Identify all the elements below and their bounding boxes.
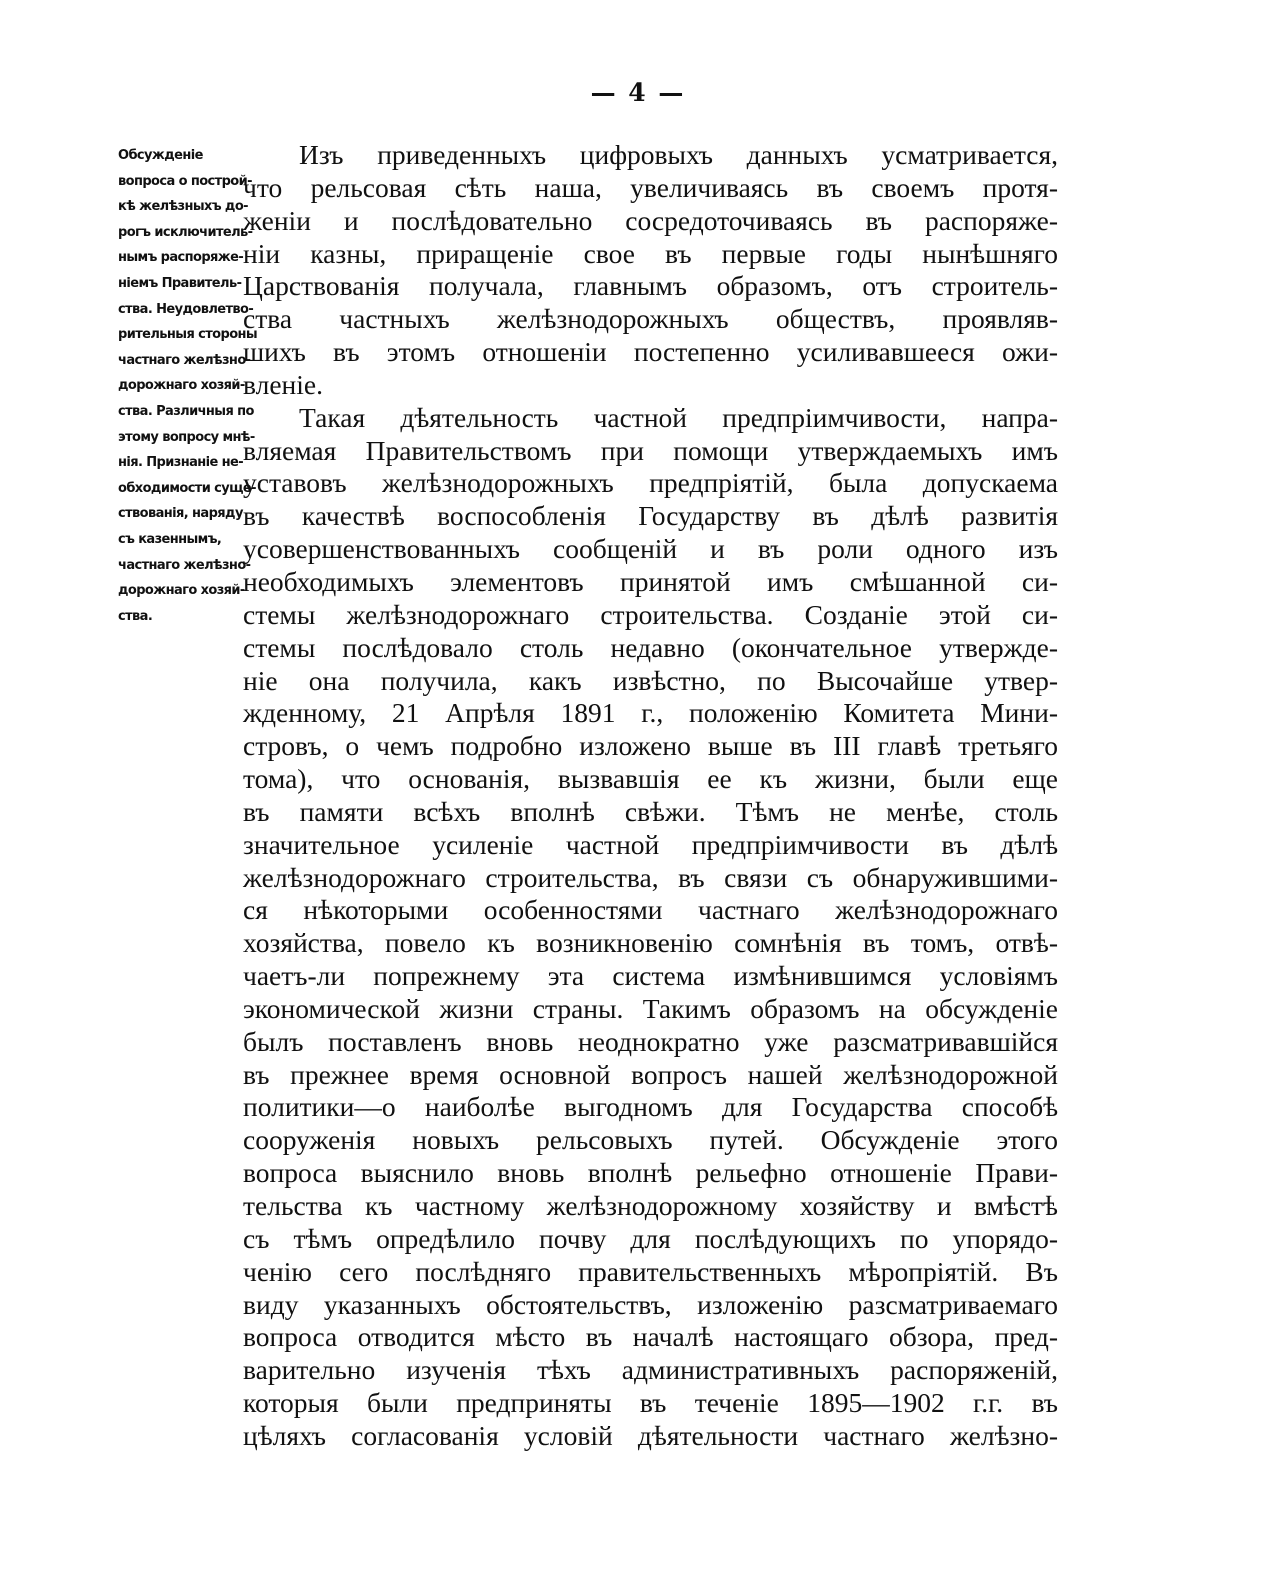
text-line: что рельсовая сѣть наша, увеличиваясь въ своемъ протя-	[243, 171, 1058, 203]
margin-note-line: съ казеннымъ,	[118, 531, 222, 547]
text-line: стровъ, о чемъ подробно изложено выше въ III главѣ третьяго	[243, 730, 1058, 762]
margin-note-line: дорожнаго хозяй-	[118, 583, 245, 599]
margin-note-line: частнаго желѣзно-	[118, 352, 251, 368]
text-line: которыя были предприняты въ теченіе 1895—1902 г.г. въ	[243, 1387, 1058, 1419]
text-line: значительное усиленіе частной предпріимчивости въ дѣлѣ	[243, 828, 1058, 860]
text-line: въ прежнее время основной вопросъ нашей желѣзнодорожной	[243, 1058, 1058, 1090]
text-line: вопроса выяснило вновь вполнѣ рельефно отношеніе Прави-	[243, 1157, 1058, 1189]
paragraph-2	[243, 402, 1058, 1519]
margin-note-line: нымъ распоряже-	[118, 250, 244, 266]
text-line: вленіе.	[243, 368, 323, 400]
text-line: жденному, 21 Апрѣля 1891 г., положенію Комитета Мини-	[243, 697, 1058, 729]
text-line: виду указанныхъ обстоятельствъ, изложенію разсматриваемаго	[243, 1288, 1058, 1320]
text-line: варительно изученія тѣхъ административныхъ распоряженій,	[243, 1354, 1058, 1386]
margin-note-line: дорожнаго хозяй-	[118, 378, 245, 394]
margin-note	[118, 143, 258, 629]
text-line: въ памяти всѣхъ вполнѣ свѣжи. Тѣмъ не менѣе, столь	[243, 795, 1058, 827]
margin-note-line: ствованія, наряду	[118, 506, 243, 522]
text-line: цѣляхъ согласованія условій дѣятельности частнаго желѣзно-	[243, 1419, 1058, 1451]
text-line: вопроса отводится мѣсто въ началѣ настоящаго обзора, пред-	[243, 1321, 1058, 1353]
margin-note-line: нія. Признаніе не-	[118, 455, 244, 471]
margin-note-line: ства. Различныя по	[118, 403, 254, 419]
margin-note-line: Обсужденіе	[118, 148, 203, 163]
text-line: стемы желѣзнодорожнаго строительства. Созданіе этой си-	[243, 598, 1058, 630]
text-line: экономической жизни страны. Такимъ образомъ на обсужденіе	[243, 992, 1058, 1024]
text-line: Царствованія получала, главнымъ образомъ, отъ строитель-	[243, 270, 1058, 302]
margin-note-line: обходимости суще-	[118, 480, 256, 496]
text-line: вляемая Правительствомъ при помощи утверждаемыхъ имъ	[243, 434, 1058, 466]
paragraph-1	[243, 139, 1058, 402]
margin-note-line: ніемъ Правитель-	[118, 275, 242, 291]
margin-note-line: ства. Неудовлетво-	[118, 301, 254, 317]
text-line: усовершенствованныхъ сообщеній и въ роли одного изъ	[243, 533, 1058, 565]
margin-note-line: частнаго желѣзно-	[118, 557, 251, 573]
text-line: чаетъ-ли попрежнему эта система измѣнившимся условіямъ	[243, 960, 1058, 992]
text-line: политики—о наиболѣе выгодномъ для Государства способѣ	[243, 1091, 1058, 1123]
text-line: въ качествѣ воспособленія Государству въ дѣлѣ развитія	[243, 500, 1058, 532]
margin-note-line: вопроса о построй-	[118, 173, 252, 189]
text-line: уставовъ желѣзнодорожныхъ предпріятій, была допускаема	[243, 467, 1058, 499]
text-line: шихъ въ этомъ отношеніи постепенно усиливавшееся ожи-	[243, 336, 1058, 368]
text-line: стемы послѣдовало столь недавно (окончательное утвержде-	[243, 631, 1058, 663]
margin-note-line: рогъ исключитель-	[118, 224, 253, 240]
margin-note-line: рительныя стороны	[118, 327, 258, 343]
text-line: тома), что основанія, вызвавшія ее къ жизни, были еще	[243, 763, 1058, 795]
text-line	[243, 1453, 1058, 1486]
text-line: ся нѣкоторыми особенностями частнаго желѣзнодорожнаго	[243, 894, 1058, 926]
text-line: Такая дѣятельность частной предпріимчивости, напра-	[299, 401, 1058, 433]
text-line: ніе она получила, какъ извѣстно, по Высочайше утвер-	[243, 664, 1058, 696]
text-line: женіи и послѣдовательно сосредоточиваясь въ распоряже-	[243, 204, 1058, 236]
text-line: желѣзнодорожнаго строительства, въ связи съ обнаружившими-	[243, 861, 1058, 893]
text-line: тельства къ частному желѣзнодорожному хозяйству и вмѣстѣ	[243, 1190, 1058, 1221]
margin-note-line: этому вопросу мнѣ-	[118, 429, 255, 445]
text-line	[243, 1486, 1058, 1519]
text-line: хозяйства, повело къ возникновенію сомнѣнія въ томъ, отвѣ-	[243, 927, 1058, 959]
text-line: ніи казны, приращеніе свое въ первые годы нынѣшняго	[243, 237, 1058, 269]
text-line: необходимыхъ элементовъ принятой имъ смѣшанной си-	[243, 565, 1058, 597]
text-line: былъ поставленъ вновь неоднократно уже разсматривавшійся	[243, 1025, 1058, 1057]
text-line: ченію сего послѣдняго правительственныхъ мѣропріятій. Въ	[243, 1255, 1058, 1287]
text-line: Изъ приведенныхъ цифровыхъ данныхъ усматривается,	[299, 139, 1058, 170]
page-number: — 4 —	[590, 78, 686, 107]
text-line: съ тѣмъ опредѣлило почву для послѣдующихъ по упорядо-	[243, 1222, 1058, 1254]
text-line: ства частныхъ желѣзнодорожныхъ обществъ, проявляв-	[243, 303, 1058, 335]
margin-note-line: кѣ желѣзныхъ до-	[118, 199, 248, 215]
text-line: сооруженія новыхъ рельсовыхъ путей. Обсужденіе этого	[243, 1124, 1058, 1156]
body-text	[243, 139, 1058, 1518]
margin-note-line: ства.	[118, 608, 153, 624]
